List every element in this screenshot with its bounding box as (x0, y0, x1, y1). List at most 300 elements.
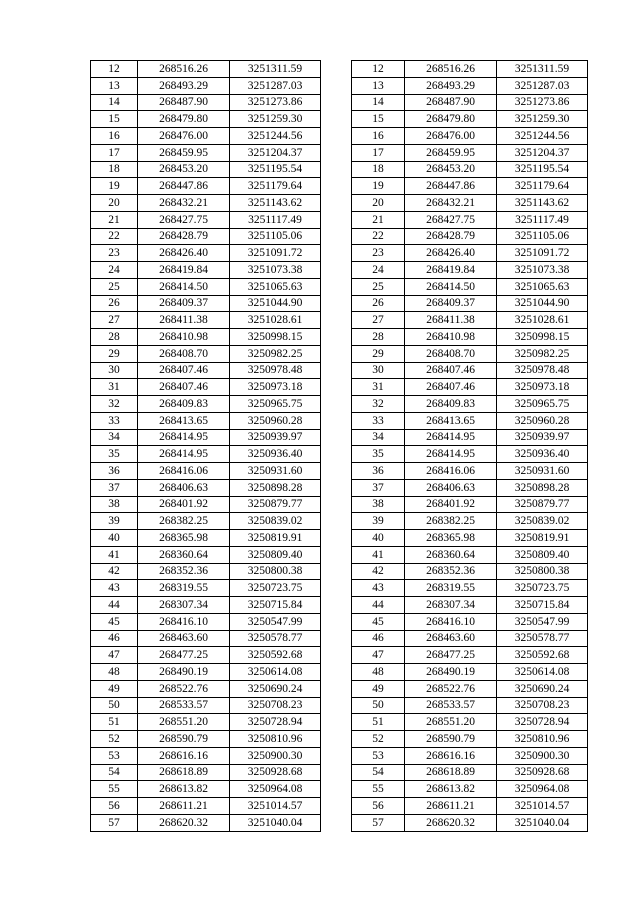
x-coordinate-cell: 268493.29 (138, 77, 230, 94)
point-number-cell: 34 (91, 429, 138, 446)
y-coordinate-cell: 3250931.60 (230, 463, 321, 480)
point-number-cell: 51 (91, 714, 138, 731)
point-number-cell: 44 (352, 597, 405, 614)
y-coordinate-cell: 3250936.40 (497, 446, 588, 463)
y-coordinate-cell: 3250839.02 (497, 513, 588, 530)
point-number-cell: 19 (91, 178, 138, 195)
y-coordinate-cell: 3251065.63 (230, 278, 321, 295)
table-row (352, 697, 588, 714)
point-number-cell: 32 (352, 396, 405, 413)
x-coordinate-cell: 268407.46 (405, 362, 497, 379)
x-coordinate-cell: 268414.95 (138, 429, 230, 446)
point-number-cell: 49 (352, 680, 405, 697)
point-number-cell: 24 (91, 262, 138, 279)
table-row (352, 496, 588, 513)
point-number-cell: 41 (91, 546, 138, 563)
point-number-cell: 40 (352, 530, 405, 547)
x-coordinate-cell: 268620.32 (405, 814, 497, 831)
x-coordinate-cell: 268476.00 (405, 128, 497, 145)
y-coordinate-cell: 3250931.60 (497, 463, 588, 480)
point-number-cell: 53 (352, 747, 405, 764)
table-row (91, 128, 321, 145)
x-coordinate-cell: 268616.16 (138, 747, 230, 764)
point-number-cell: 14 (352, 94, 405, 111)
table-row (352, 211, 588, 228)
table-row (91, 764, 321, 781)
table-row (352, 513, 588, 530)
table-row (91, 781, 321, 798)
table-row (352, 647, 588, 664)
table-row (352, 731, 588, 748)
x-coordinate-cell: 268382.25 (405, 513, 497, 530)
y-coordinate-cell: 3250839.02 (230, 513, 321, 530)
x-coordinate-cell: 268401.92 (138, 496, 230, 513)
table-row (352, 664, 588, 681)
x-coordinate-cell: 268365.98 (405, 530, 497, 547)
y-coordinate-cell: 3251244.56 (230, 128, 321, 145)
x-coordinate-cell: 268426.40 (138, 245, 230, 262)
point-number-cell: 48 (352, 664, 405, 681)
x-coordinate-cell: 268611.21 (405, 798, 497, 815)
point-number-cell: 14 (91, 94, 138, 111)
y-coordinate-cell: 3250614.08 (230, 664, 321, 681)
y-coordinate-cell: 3250928.68 (497, 764, 588, 781)
point-number-cell: 53 (91, 747, 138, 764)
y-coordinate-cell: 3250809.40 (230, 546, 321, 563)
table-row (352, 446, 588, 463)
y-coordinate-cell: 3250578.77 (497, 630, 588, 647)
y-coordinate-cell: 3250715.84 (230, 597, 321, 614)
x-coordinate-cell: 268414.95 (405, 429, 497, 446)
coordinate-table-right (351, 60, 588, 832)
point-number-cell: 21 (352, 211, 405, 228)
x-coordinate-cell: 268432.21 (138, 195, 230, 212)
point-number-cell: 33 (352, 412, 405, 429)
y-coordinate-cell: 3251287.03 (497, 77, 588, 94)
x-coordinate-cell: 268590.79 (138, 731, 230, 748)
y-coordinate-cell: 3251195.54 (497, 161, 588, 178)
point-number-cell: 44 (91, 597, 138, 614)
point-number-cell: 34 (352, 429, 405, 446)
y-coordinate-cell: 3251179.64 (497, 178, 588, 195)
point-number-cell: 48 (91, 664, 138, 681)
y-coordinate-cell: 3250936.40 (230, 446, 321, 463)
y-coordinate-cell: 3250998.15 (230, 329, 321, 346)
point-number-cell: 22 (91, 228, 138, 245)
y-coordinate-cell: 3251073.38 (497, 262, 588, 279)
x-coordinate-cell: 268618.89 (405, 764, 497, 781)
point-number-cell: 17 (91, 144, 138, 161)
x-coordinate-cell: 268352.36 (138, 563, 230, 580)
x-coordinate-cell: 268490.19 (405, 664, 497, 681)
point-number-cell: 13 (352, 77, 405, 94)
point-number-cell: 57 (352, 814, 405, 831)
y-coordinate-cell: 3250964.08 (230, 781, 321, 798)
table-row (91, 680, 321, 697)
y-coordinate-cell: 3251273.86 (497, 94, 588, 111)
y-coordinate-cell: 3250960.28 (497, 412, 588, 429)
x-coordinate-cell: 268411.38 (405, 312, 497, 329)
point-number-cell: 30 (352, 362, 405, 379)
point-number-cell: 55 (91, 781, 138, 798)
x-coordinate-cell: 268410.98 (405, 329, 497, 346)
y-coordinate-cell: 3250978.48 (230, 362, 321, 379)
y-coordinate-cell: 3250998.15 (497, 329, 588, 346)
table-row (91, 546, 321, 563)
point-number-cell: 15 (352, 111, 405, 128)
point-number-cell: 39 (352, 513, 405, 530)
x-coordinate-cell: 268406.63 (405, 479, 497, 496)
y-coordinate-cell: 3251040.04 (230, 814, 321, 831)
y-coordinate-cell: 3250973.18 (230, 379, 321, 396)
x-coordinate-cell: 268413.65 (138, 412, 230, 429)
y-coordinate-cell: 3250898.28 (497, 479, 588, 496)
y-coordinate-cell: 3251065.63 (497, 278, 588, 295)
table-row (91, 647, 321, 664)
point-number-cell: 52 (91, 731, 138, 748)
x-coordinate-cell: 268611.21 (138, 798, 230, 815)
table-row (352, 278, 588, 295)
x-coordinate-cell: 268307.34 (405, 597, 497, 614)
table-row (352, 161, 588, 178)
table-row (352, 94, 588, 111)
point-number-cell: 40 (91, 530, 138, 547)
table-row (91, 228, 321, 245)
x-coordinate-cell: 268516.26 (138, 61, 230, 78)
y-coordinate-cell: 3251028.61 (497, 312, 588, 329)
y-coordinate-cell: 3251117.49 (230, 211, 321, 228)
x-coordinate-cell: 268409.37 (405, 295, 497, 312)
x-coordinate-cell: 268590.79 (405, 731, 497, 748)
point-number-cell: 55 (352, 781, 405, 798)
table-row (91, 530, 321, 547)
point-number-cell: 30 (91, 362, 138, 379)
point-number-cell: 28 (352, 329, 405, 346)
x-coordinate-cell: 268319.55 (405, 580, 497, 597)
point-number-cell: 56 (91, 798, 138, 815)
y-coordinate-cell: 3251143.62 (497, 195, 588, 212)
y-coordinate-cell: 3250982.25 (497, 345, 588, 362)
point-number-cell: 49 (91, 680, 138, 697)
table-row (352, 228, 588, 245)
table-row (91, 814, 321, 831)
point-number-cell: 37 (352, 479, 405, 496)
x-coordinate-cell: 268477.25 (405, 647, 497, 664)
table-row (91, 580, 321, 597)
point-number-cell: 17 (352, 144, 405, 161)
y-coordinate-cell: 3250928.68 (230, 764, 321, 781)
table-row (352, 613, 588, 630)
point-number-cell: 51 (352, 714, 405, 731)
point-number-cell: 20 (91, 195, 138, 212)
point-number-cell: 45 (91, 613, 138, 630)
table-row (352, 479, 588, 496)
x-coordinate-cell: 268410.98 (138, 329, 230, 346)
point-number-cell: 45 (352, 613, 405, 630)
x-coordinate-cell: 268409.37 (138, 295, 230, 312)
x-coordinate-cell: 268413.65 (405, 412, 497, 429)
table-row (91, 613, 321, 630)
x-coordinate-cell: 268459.95 (138, 144, 230, 161)
y-coordinate-cell: 3250715.84 (497, 597, 588, 614)
x-coordinate-cell: 268414.50 (405, 278, 497, 295)
x-coordinate-cell: 268360.64 (405, 546, 497, 563)
y-coordinate-cell: 3251311.59 (497, 61, 588, 78)
table-row (91, 77, 321, 94)
point-number-cell: 26 (91, 295, 138, 312)
y-coordinate-cell: 3251244.56 (497, 128, 588, 145)
x-coordinate-cell: 268319.55 (138, 580, 230, 597)
point-number-cell: 56 (352, 798, 405, 815)
point-number-cell: 18 (352, 161, 405, 178)
y-coordinate-cell: 3251204.37 (230, 144, 321, 161)
x-coordinate-cell: 268551.20 (138, 714, 230, 731)
point-number-cell: 47 (352, 647, 405, 664)
table-row (352, 680, 588, 697)
table-row (352, 546, 588, 563)
x-coordinate-cell: 268490.19 (138, 664, 230, 681)
point-number-cell: 18 (91, 161, 138, 178)
y-coordinate-cell: 3251014.57 (497, 798, 588, 815)
y-coordinate-cell: 3250810.96 (230, 731, 321, 748)
x-coordinate-cell: 268522.76 (405, 680, 497, 697)
x-coordinate-cell: 268620.32 (138, 814, 230, 831)
y-coordinate-cell: 3250982.25 (230, 345, 321, 362)
table-row (91, 731, 321, 748)
x-coordinate-cell: 268477.25 (138, 647, 230, 664)
x-coordinate-cell: 268616.16 (405, 747, 497, 764)
table-row (352, 144, 588, 161)
table-row (91, 479, 321, 496)
point-number-cell: 15 (91, 111, 138, 128)
table-row (352, 329, 588, 346)
y-coordinate-cell: 3250800.38 (230, 563, 321, 580)
x-coordinate-cell: 268416.06 (138, 463, 230, 480)
table-row (352, 714, 588, 731)
point-number-cell: 24 (352, 262, 405, 279)
y-coordinate-cell: 3250810.96 (497, 731, 588, 748)
y-coordinate-cell: 3250708.23 (497, 697, 588, 714)
point-number-cell: 38 (352, 496, 405, 513)
table-row (91, 94, 321, 111)
y-coordinate-cell: 3250939.97 (230, 429, 321, 446)
y-coordinate-cell: 3251044.90 (230, 295, 321, 312)
x-coordinate-cell: 268407.46 (138, 362, 230, 379)
x-coordinate-cell: 268487.90 (138, 94, 230, 111)
y-coordinate-cell: 3251040.04 (497, 814, 588, 831)
point-number-cell: 26 (352, 295, 405, 312)
point-number-cell: 32 (91, 396, 138, 413)
y-coordinate-cell: 3251311.59 (230, 61, 321, 78)
table-row (352, 580, 588, 597)
y-coordinate-cell: 3251105.06 (230, 228, 321, 245)
table-row (352, 412, 588, 429)
table-row (91, 262, 321, 279)
table-row (352, 530, 588, 547)
point-number-cell: 29 (91, 345, 138, 362)
y-coordinate-cell: 3250960.28 (230, 412, 321, 429)
table-row (352, 781, 588, 798)
x-coordinate-cell: 268419.84 (405, 262, 497, 279)
table-row (352, 396, 588, 413)
y-coordinate-cell: 3251259.30 (230, 111, 321, 128)
y-coordinate-cell: 3250547.99 (497, 613, 588, 630)
table-row (352, 630, 588, 647)
y-coordinate-cell: 3251204.37 (497, 144, 588, 161)
point-number-cell: 31 (352, 379, 405, 396)
table-row (91, 463, 321, 480)
x-coordinate-cell: 268618.89 (138, 764, 230, 781)
x-coordinate-cell: 268447.86 (138, 178, 230, 195)
y-coordinate-cell: 3250592.68 (230, 647, 321, 664)
point-number-cell: 41 (352, 546, 405, 563)
y-coordinate-cell: 3250809.40 (497, 546, 588, 563)
point-number-cell: 52 (352, 731, 405, 748)
x-coordinate-cell: 268463.60 (138, 630, 230, 647)
point-number-cell: 46 (352, 630, 405, 647)
point-number-cell: 54 (352, 764, 405, 781)
table-row (352, 463, 588, 480)
x-coordinate-cell: 268493.29 (405, 77, 497, 94)
table-row (352, 379, 588, 396)
y-coordinate-cell: 3251014.57 (230, 798, 321, 815)
coordinate-table-left (90, 60, 321, 832)
x-coordinate-cell: 268463.60 (405, 630, 497, 647)
y-coordinate-cell: 3251105.06 (497, 228, 588, 245)
x-coordinate-cell: 268428.79 (138, 228, 230, 245)
x-coordinate-cell: 268408.70 (138, 345, 230, 362)
point-number-cell: 16 (91, 128, 138, 145)
point-number-cell: 23 (352, 245, 405, 262)
y-coordinate-cell: 3250592.68 (497, 647, 588, 664)
table-row (91, 195, 321, 212)
point-number-cell: 22 (352, 228, 405, 245)
x-coordinate-cell: 268352.36 (405, 563, 497, 580)
table-row (352, 814, 588, 831)
table-row (352, 195, 588, 212)
coordinate-table-left-body (91, 61, 321, 832)
x-coordinate-cell: 268459.95 (405, 144, 497, 161)
table-row (352, 111, 588, 128)
y-coordinate-cell: 3250978.48 (497, 362, 588, 379)
y-coordinate-cell: 3250879.77 (497, 496, 588, 513)
table-row (91, 630, 321, 647)
x-coordinate-cell: 268407.46 (405, 379, 497, 396)
y-coordinate-cell: 3250819.91 (230, 530, 321, 547)
x-coordinate-cell: 268533.57 (138, 697, 230, 714)
table-row (91, 245, 321, 262)
y-coordinate-cell: 3251091.72 (497, 245, 588, 262)
x-coordinate-cell: 268409.83 (138, 396, 230, 413)
point-number-cell: 13 (91, 77, 138, 94)
y-coordinate-cell: 3251073.38 (230, 262, 321, 279)
x-coordinate-cell: 268453.20 (138, 161, 230, 178)
y-coordinate-cell: 3251287.03 (230, 77, 321, 94)
table-row (352, 61, 588, 78)
x-coordinate-cell: 268447.86 (405, 178, 497, 195)
x-coordinate-cell: 268613.82 (138, 781, 230, 798)
y-coordinate-cell: 3251028.61 (230, 312, 321, 329)
table-row (91, 312, 321, 329)
x-coordinate-cell: 268533.57 (405, 697, 497, 714)
point-number-cell: 47 (91, 647, 138, 664)
x-coordinate-cell: 268613.82 (405, 781, 497, 798)
table-row (352, 563, 588, 580)
y-coordinate-cell: 3251044.90 (497, 295, 588, 312)
table-row (91, 211, 321, 228)
point-number-cell: 43 (91, 580, 138, 597)
table-row (91, 446, 321, 463)
y-coordinate-cell: 3250690.24 (230, 680, 321, 697)
point-number-cell: 27 (352, 312, 405, 329)
point-number-cell: 12 (91, 61, 138, 78)
point-number-cell: 16 (352, 128, 405, 145)
x-coordinate-cell: 268427.75 (405, 211, 497, 228)
x-coordinate-cell: 268401.92 (405, 496, 497, 513)
y-coordinate-cell: 3251143.62 (230, 195, 321, 212)
x-coordinate-cell: 268407.46 (138, 379, 230, 396)
table-row (91, 178, 321, 195)
y-coordinate-cell: 3250690.24 (497, 680, 588, 697)
x-coordinate-cell: 268414.50 (138, 278, 230, 295)
point-number-cell: 38 (91, 496, 138, 513)
x-coordinate-cell: 268408.70 (405, 345, 497, 362)
point-number-cell: 50 (91, 697, 138, 714)
table-row (352, 362, 588, 379)
x-coordinate-cell: 268406.63 (138, 479, 230, 496)
table-row (91, 345, 321, 362)
y-coordinate-cell: 3250800.38 (497, 563, 588, 580)
y-coordinate-cell: 3250939.97 (497, 429, 588, 446)
table-row (91, 295, 321, 312)
x-coordinate-cell: 268426.40 (405, 245, 497, 262)
y-coordinate-cell: 3251179.64 (230, 178, 321, 195)
point-number-cell: 19 (352, 178, 405, 195)
y-coordinate-cell: 3250819.91 (497, 530, 588, 547)
table-row (91, 664, 321, 681)
point-number-cell: 35 (91, 446, 138, 463)
x-coordinate-cell: 268516.26 (405, 61, 497, 78)
y-coordinate-cell: 3250900.30 (230, 747, 321, 764)
table-row (352, 295, 588, 312)
table-row (352, 798, 588, 815)
table-row (352, 747, 588, 764)
table-row (352, 597, 588, 614)
table-row (91, 329, 321, 346)
y-coordinate-cell: 3250728.94 (230, 714, 321, 731)
point-number-cell: 23 (91, 245, 138, 262)
table-row (352, 345, 588, 362)
y-coordinate-cell: 3250547.99 (230, 613, 321, 630)
x-coordinate-cell: 268360.64 (138, 546, 230, 563)
x-coordinate-cell: 268419.84 (138, 262, 230, 279)
point-number-cell: 12 (352, 61, 405, 78)
x-coordinate-cell: 268414.95 (138, 446, 230, 463)
y-coordinate-cell: 3250964.08 (497, 781, 588, 798)
table-row (91, 278, 321, 295)
table-row (91, 412, 321, 429)
x-coordinate-cell: 268428.79 (405, 228, 497, 245)
y-coordinate-cell: 3250728.94 (497, 714, 588, 731)
y-coordinate-cell: 3250723.75 (230, 580, 321, 597)
y-coordinate-cell: 3250723.75 (497, 580, 588, 597)
x-coordinate-cell: 268487.90 (405, 94, 497, 111)
point-number-cell: 37 (91, 479, 138, 496)
table-row (91, 379, 321, 396)
x-coordinate-cell: 268432.21 (405, 195, 497, 212)
point-number-cell: 33 (91, 412, 138, 429)
point-number-cell: 42 (91, 563, 138, 580)
